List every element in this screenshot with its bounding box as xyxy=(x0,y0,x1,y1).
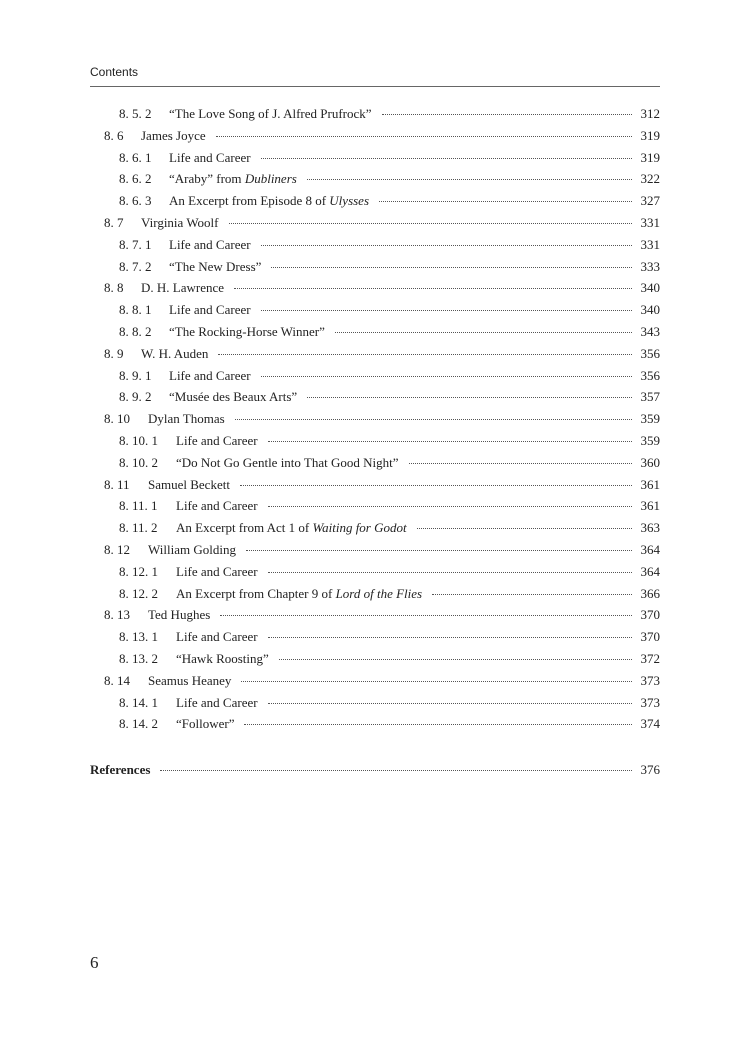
entry-number: 8. 9. 1 xyxy=(119,367,152,383)
entry-title: Life and Career xyxy=(176,433,258,448)
entry-page-number: 322 xyxy=(640,171,660,187)
entry-title-italic: Waiting for Godot xyxy=(312,520,407,536)
entry-page-number: 331 xyxy=(640,215,660,230)
toc-section-entry[interactable] xyxy=(104,542,660,562)
dot-leader xyxy=(268,440,632,442)
toc-subsection-entry[interactable] xyxy=(119,586,660,606)
toc-subsection-entry[interactable] xyxy=(119,150,660,170)
dot-leader xyxy=(261,375,632,377)
entry-number: 8. 14 xyxy=(104,672,130,688)
entry-page-number: 327 xyxy=(640,193,660,209)
entry-number: 8. 7. 2 xyxy=(119,258,152,274)
entry-number: 8. 14. 1 xyxy=(119,694,158,710)
dot-leader xyxy=(261,244,632,246)
dot-leader xyxy=(268,636,632,638)
entry-number: 8. 11. 1 xyxy=(119,498,158,514)
entry-number: 8. 13. 1 xyxy=(119,629,158,645)
dot-leader xyxy=(261,309,632,311)
dot-leader xyxy=(379,200,632,202)
entry-page-number: 319 xyxy=(640,149,660,165)
header-label: Contents xyxy=(90,65,139,79)
dot-leader xyxy=(307,178,632,180)
entry-number: 8. 10. 2 xyxy=(119,454,158,470)
toc-subsection-entry[interactable] xyxy=(119,455,660,475)
dot-leader xyxy=(160,769,632,771)
entry-number: 8. 14. 2 xyxy=(119,716,158,732)
entry-title-italic: Lord of the Flies xyxy=(335,585,423,601)
entry-page-number: 340 xyxy=(640,302,660,318)
entry-page-number: 361 xyxy=(640,498,660,514)
entry-title-italic: Ulysses xyxy=(329,193,370,209)
toc-section-entry[interactable] xyxy=(104,128,660,148)
toc-section-entry[interactable] xyxy=(104,411,660,431)
toc-subsection-entry[interactable] xyxy=(119,716,660,736)
toc-subsection-entry[interactable] xyxy=(119,302,660,322)
entry-page-number: 364 xyxy=(640,563,660,579)
entry-title: Ted Hughes xyxy=(148,607,211,623)
entry-title: Virginia Woolf xyxy=(141,215,219,230)
entry-number: 8. 11 xyxy=(104,476,130,492)
entry-title: “Do Not Go Gentle into That Good Night” xyxy=(176,454,399,470)
entry-title-text: An Excerpt from Chapter 9 of xyxy=(176,585,336,601)
entry-page-number: 370 xyxy=(640,629,660,645)
dot-leader xyxy=(268,505,632,507)
references-page-number: 376 xyxy=(640,762,660,777)
toc-subsection-entry[interactable] xyxy=(119,237,660,257)
toc-subsection-entry[interactable] xyxy=(119,171,660,191)
entry-title: Life and Career xyxy=(169,236,251,252)
dot-leader xyxy=(235,418,632,420)
dot-leader xyxy=(220,614,632,616)
toc-section-entry[interactable] xyxy=(104,477,660,497)
entry-page-number: 363 xyxy=(640,520,660,536)
dot-leader xyxy=(271,266,632,268)
dot-leader xyxy=(240,484,632,486)
entry-title: Dylan Thomas xyxy=(148,411,225,427)
dot-leader xyxy=(244,723,632,725)
entry-number: 8. 8. 2 xyxy=(119,324,152,339)
references-title: References xyxy=(90,762,151,777)
toc-subsection-entry[interactable] xyxy=(119,106,660,126)
entry-title: Life and Career xyxy=(176,694,258,710)
entry-title: Samuel Beckett xyxy=(148,476,230,492)
entry-number: 8. 12 xyxy=(104,542,130,557)
toc-section-entry[interactable] xyxy=(104,607,660,627)
entry-page-number: 372 xyxy=(640,651,660,666)
toc-subsection-entry[interactable] xyxy=(119,651,660,671)
entry-number: 8. 12. 1 xyxy=(119,563,158,579)
entry-page-number: 319 xyxy=(640,127,660,143)
entry-page-number: 370 xyxy=(640,607,660,623)
entry-number: 8. 13. 2 xyxy=(119,651,158,666)
page-folio: 6 xyxy=(90,953,99,972)
toc-subsection-entry[interactable] xyxy=(119,324,660,344)
entry-page-number: 357 xyxy=(640,389,660,405)
entry-title xyxy=(176,586,422,602)
entry-title-italic: Dubliners xyxy=(244,171,297,187)
toc-subsection-entry[interactable] xyxy=(119,368,660,388)
entry-page-number: 343 xyxy=(640,324,660,339)
entry-number: 8. 8 xyxy=(104,280,124,296)
dot-leader xyxy=(268,571,632,573)
entry-page-number: 333 xyxy=(640,258,660,274)
entry-page-number: 364 xyxy=(640,542,660,557)
entry-title: W. H. Auden xyxy=(141,345,209,361)
entry-page-number: 359 xyxy=(640,433,660,448)
toc-subsection-entry[interactable] xyxy=(119,629,660,649)
entry-page-number: 312 xyxy=(640,106,660,121)
toc-subsection-entry[interactable] xyxy=(119,520,660,540)
dot-leader xyxy=(417,527,632,529)
toc-subsection-entry[interactable] xyxy=(119,193,660,213)
entry-page-number: 373 xyxy=(640,672,660,688)
entry-number: 8. 7 xyxy=(104,215,124,230)
entry-title: James Joyce xyxy=(141,127,206,143)
entry-page-number: 366 xyxy=(640,585,660,601)
toc-subsection-entry[interactable] xyxy=(119,259,660,279)
toc-subsection-entry[interactable] xyxy=(119,695,660,715)
entry-title: “The Rocking-Horse Winner” xyxy=(169,324,325,339)
entry-page-number: 340 xyxy=(640,280,660,296)
dot-leader xyxy=(234,287,632,289)
toc-subsection-entry[interactable] xyxy=(119,564,660,584)
entry-number: 8. 8. 1 xyxy=(119,302,152,318)
entry-title: “The Love Song of J. Alfred Prufrock” xyxy=(169,106,372,121)
dot-leader xyxy=(382,113,632,115)
entry-number: 8. 10 xyxy=(104,411,130,427)
entry-number: 8. 11. 2 xyxy=(119,520,158,536)
entry-title: Life and Career xyxy=(169,302,251,318)
entry-title xyxy=(176,520,407,536)
dot-leader xyxy=(261,157,632,159)
header-rule xyxy=(90,86,660,87)
entry-title: “Musée des Beaux Arts” xyxy=(169,389,298,405)
toc-section-entry[interactable] xyxy=(104,280,660,300)
entry-page-number: 374 xyxy=(640,716,660,732)
entry-number: 8. 13 xyxy=(104,607,130,623)
entry-title: D. H. Lawrence xyxy=(141,280,225,296)
dot-leader xyxy=(268,702,632,704)
entry-title: “Follower” xyxy=(176,716,235,732)
dot-leader xyxy=(409,462,632,464)
entry-number: 8. 5. 2 xyxy=(119,106,152,121)
entry-page-number: 356 xyxy=(640,367,660,383)
entry-page-number: 360 xyxy=(640,454,660,470)
dot-leader xyxy=(229,222,633,224)
dot-leader xyxy=(216,135,632,137)
dot-leader xyxy=(218,353,632,355)
dot-leader xyxy=(279,658,632,660)
entry-number: 8. 12. 2 xyxy=(119,585,158,601)
entry-title: “Hawk Roosting” xyxy=(176,651,269,666)
toc-subsection-entry[interactable] xyxy=(119,389,660,409)
toc-section-entry[interactable] xyxy=(104,346,660,366)
entry-title xyxy=(169,193,369,209)
entry-number: 8. 6. 1 xyxy=(119,149,152,165)
entry-number: 8. 6 xyxy=(104,127,124,143)
entry-title: Life and Career xyxy=(169,367,251,383)
entry-page-number: 361 xyxy=(640,476,660,492)
toc-section-entry[interactable] xyxy=(104,673,660,693)
dot-leader xyxy=(432,593,632,595)
entry-page-number: 356 xyxy=(640,345,660,361)
entry-number: 8. 9 xyxy=(104,345,124,361)
entry-page-number: 331 xyxy=(640,236,660,252)
dot-leader xyxy=(307,396,632,398)
toc-subsection-entry[interactable] xyxy=(119,498,660,518)
references-entry[interactable] xyxy=(90,762,660,782)
entry-title: Life and Career xyxy=(169,149,251,165)
entry-title: “The New Dress” xyxy=(169,258,262,274)
entry-title-text: “Araby” from xyxy=(169,171,245,187)
entry-title: Life and Career xyxy=(176,498,258,514)
entry-number: 8. 6. 2 xyxy=(119,171,152,187)
entry-number: 8. 10. 1 xyxy=(119,433,158,448)
entry-title: Life and Career xyxy=(176,629,258,645)
toc-section-entry[interactable] xyxy=(104,215,660,235)
entry-title-text: An Excerpt from Episode 8 of xyxy=(169,193,330,209)
toc-subsection-entry[interactable] xyxy=(119,433,660,453)
entry-title: Life and Career xyxy=(176,563,258,579)
entry-page-number: 373 xyxy=(640,694,660,710)
entry-title: Seamus Heaney xyxy=(148,672,232,688)
dot-leader xyxy=(241,680,632,682)
entry-page-number: 359 xyxy=(640,411,660,427)
entry-number: 8. 6. 3 xyxy=(119,193,152,209)
dot-leader xyxy=(246,549,632,551)
entry-title-text: An Excerpt from Act 1 of xyxy=(176,520,313,536)
dot-leader xyxy=(335,331,632,333)
entry-number: 8. 7. 1 xyxy=(119,236,152,252)
entry-number: 8. 9. 2 xyxy=(119,389,152,405)
entry-title xyxy=(169,171,297,187)
entry-title: William Golding xyxy=(148,542,236,557)
